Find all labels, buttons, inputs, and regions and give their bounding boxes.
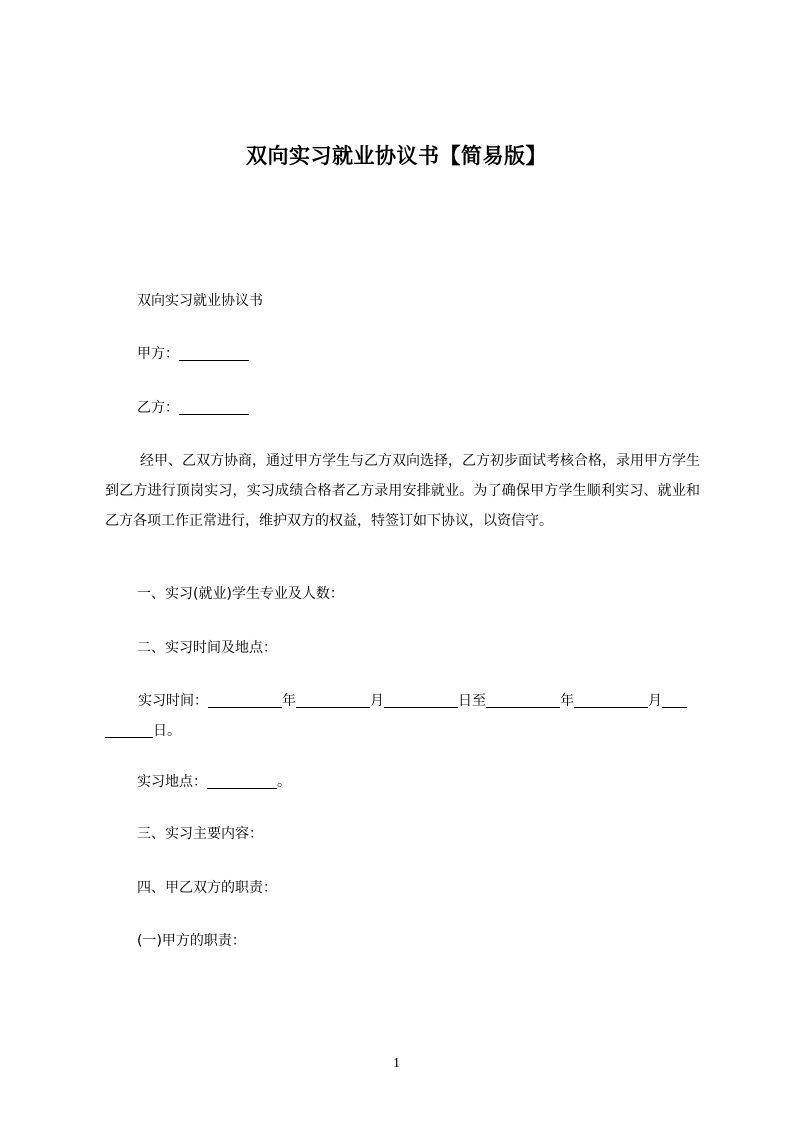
start-day-blank[interactable] bbox=[384, 693, 458, 708]
end-year-blank[interactable] bbox=[486, 693, 560, 708]
party-b-blank[interactable] bbox=[179, 400, 249, 415]
place-blank[interactable] bbox=[207, 774, 277, 789]
start-month-blank[interactable] bbox=[296, 693, 370, 708]
month-label-1: 月 bbox=[370, 693, 384, 709]
place-label: 实习地点： bbox=[137, 774, 207, 790]
section-3-heading: 三、实习主要内容： bbox=[137, 826, 263, 842]
year-label-2: 年 bbox=[560, 693, 574, 709]
intro-paragraph: 经甲、乙双方协商，通过甲方学生与乙方双向选择，乙方初步面试考核合格，录用甲方学生到乙方进行顶岗实习，实习成绩合格者乙方录用安排就业。为了确保甲方学生顺利实习、就业和乙方各项工作正常进行，维护双方的权益，特签订如下协议，以资信守。 bbox=[105, 453, 700, 529]
document-subtitle: 双向实习就业协议书 bbox=[137, 293, 263, 309]
internship-time-line bbox=[105, 686, 705, 746]
party-a-label: 甲方： bbox=[137, 346, 179, 362]
year-label-1: 年 bbox=[282, 693, 296, 709]
section-1-heading: 一、实习(就业)学生专业及人数： bbox=[137, 586, 344, 602]
party-a-line bbox=[137, 345, 249, 363]
subsection-1-heading: (一)甲方的职责： bbox=[137, 933, 246, 949]
day-end-label: 日。 bbox=[153, 723, 181, 739]
place-end: 。 bbox=[277, 774, 291, 790]
section-2-heading: 二、实习时间及地点： bbox=[137, 640, 277, 656]
month-label-2: 月 bbox=[648, 693, 662, 709]
end-day-blank-part1[interactable] bbox=[662, 693, 687, 708]
day-to-label: 日至 bbox=[458, 693, 486, 709]
party-b-line bbox=[137, 399, 249, 417]
start-year-blank[interactable] bbox=[208, 693, 282, 708]
page-number: 1 bbox=[393, 1056, 400, 1071]
end-day-blank-part2[interactable] bbox=[105, 723, 153, 738]
document-title: 双向实习就业协议书【简易版】 bbox=[246, 144, 547, 168]
end-month-blank[interactable] bbox=[574, 693, 648, 708]
section-4-heading: 四、甲乙双方的职责： bbox=[137, 880, 277, 896]
party-a-blank[interactable] bbox=[179, 346, 249, 361]
time-label: 实习时间： bbox=[138, 693, 208, 709]
party-b-label: 乙方： bbox=[137, 400, 179, 416]
internship-place-line bbox=[137, 773, 291, 791]
